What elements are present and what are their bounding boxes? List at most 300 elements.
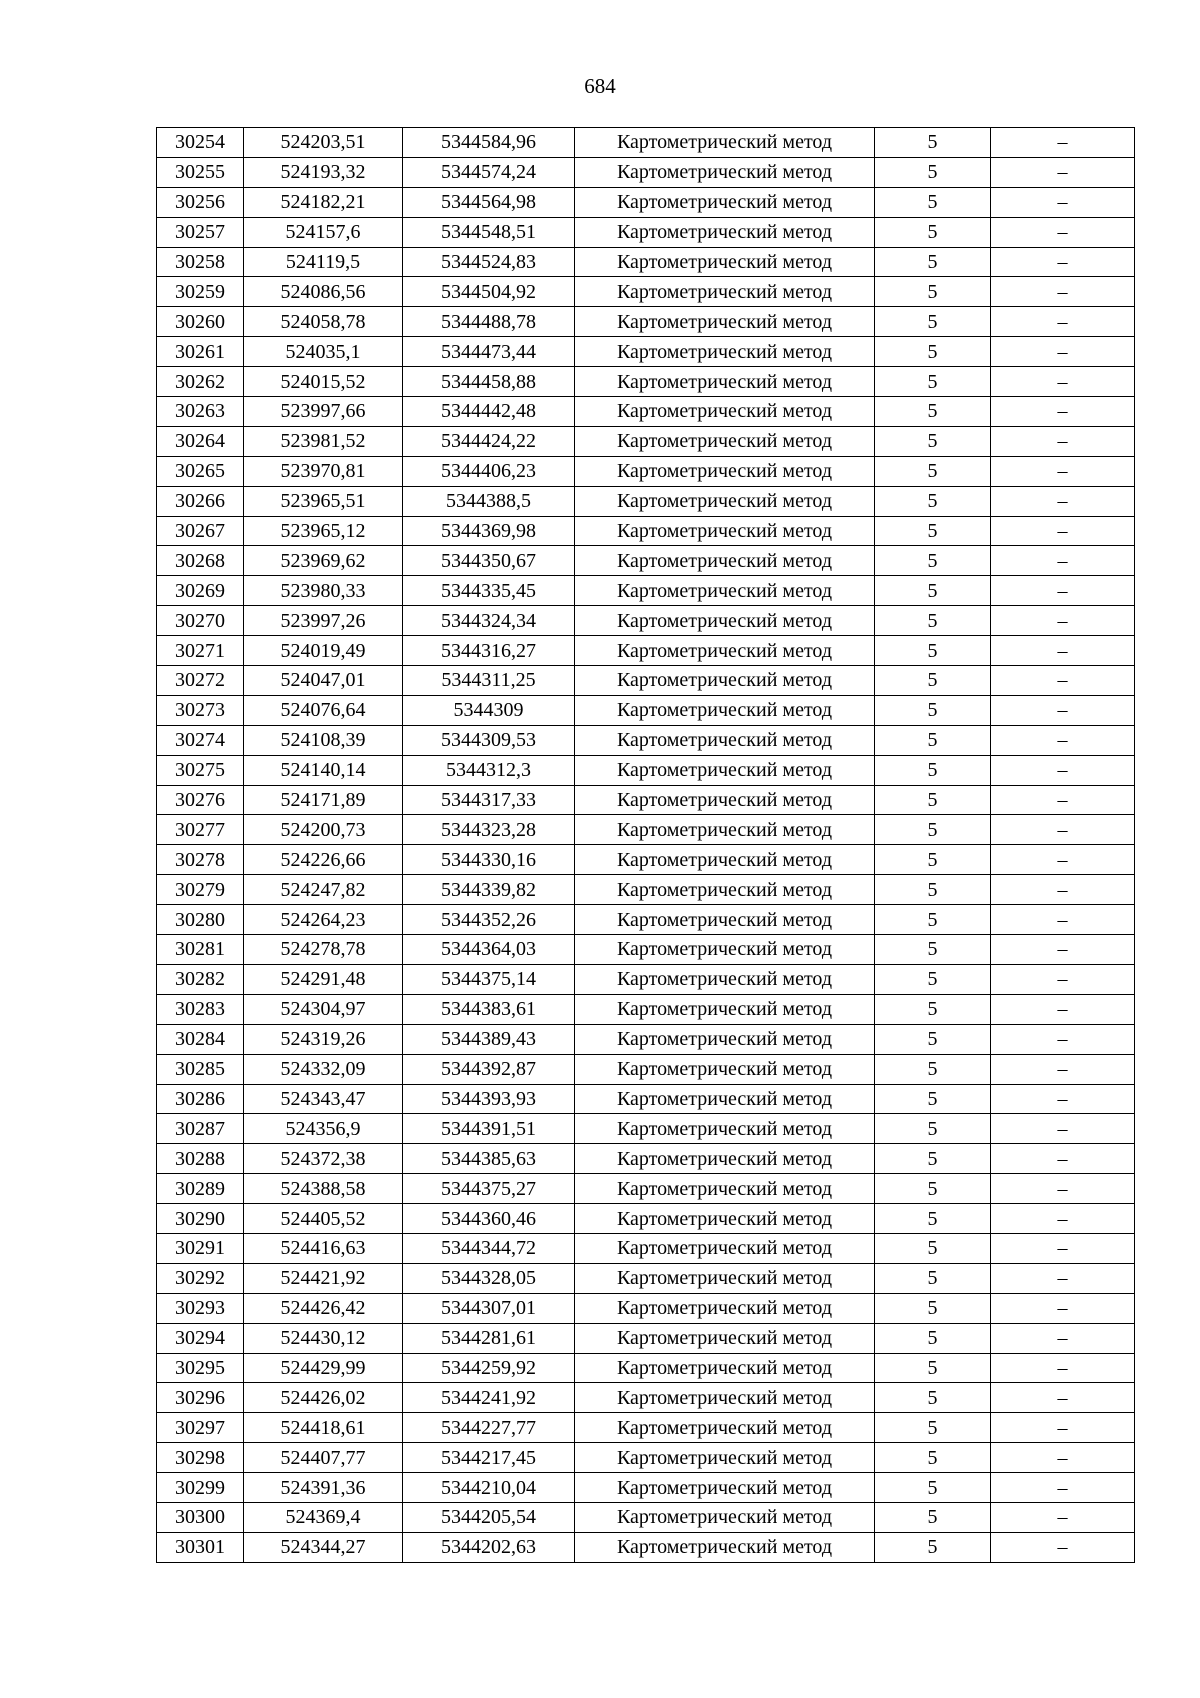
note-cell: –: [991, 755, 1135, 785]
point-number-cell: 30293: [157, 1293, 244, 1323]
accuracy-cell: 5: [875, 486, 991, 516]
note-cell: –: [991, 486, 1135, 516]
point-number-cell: 30295: [157, 1353, 244, 1383]
y-coordinate-cell: 5344309,53: [403, 725, 575, 755]
accuracy-cell: 5: [875, 1024, 991, 1054]
point-number-cell: 30291: [157, 1233, 244, 1263]
accuracy-cell: 5: [875, 247, 991, 277]
note-cell: –: [991, 1204, 1135, 1234]
x-coordinate-cell: 524058,78: [244, 307, 403, 337]
y-coordinate-cell: 5344309: [403, 695, 575, 725]
x-coordinate-cell: 524418,61: [244, 1413, 403, 1443]
point-number-cell: 30275: [157, 755, 244, 785]
table-row: [157, 1502, 1135, 1532]
accuracy-cell: 5: [875, 1144, 991, 1174]
note-cell: –: [991, 337, 1135, 367]
x-coordinate-cell: 524264,23: [244, 905, 403, 935]
accuracy-cell: 5: [875, 606, 991, 636]
accuracy-cell: 5: [875, 426, 991, 456]
y-coordinate-cell: 5344350,67: [403, 546, 575, 576]
y-coordinate-cell: 5344488,78: [403, 307, 575, 337]
point-number-cell: 30257: [157, 217, 244, 247]
table-row: [157, 845, 1135, 875]
method-cell: Картометрический метод: [575, 1323, 875, 1353]
note-cell: –: [991, 277, 1135, 307]
point-number-cell: 30289: [157, 1174, 244, 1204]
point-number-cell: 30282: [157, 964, 244, 994]
y-coordinate-cell: 5344393,93: [403, 1084, 575, 1114]
method-cell: Картометрический метод: [575, 935, 875, 965]
note-cell: –: [991, 875, 1135, 905]
point-number-cell: 30269: [157, 576, 244, 606]
accuracy-cell: 5: [875, 1323, 991, 1353]
note-cell: –: [991, 1024, 1135, 1054]
y-coordinate-cell: 5344375,14: [403, 964, 575, 994]
method-cell: Картометрический метод: [575, 1233, 875, 1263]
y-coordinate-cell: 5344339,82: [403, 875, 575, 905]
x-coordinate-cell: 524304,97: [244, 994, 403, 1024]
x-coordinate-cell: 524426,02: [244, 1383, 403, 1413]
accuracy-cell: 5: [875, 1204, 991, 1234]
point-number-cell: 30272: [157, 666, 244, 696]
point-number-cell: 30256: [157, 187, 244, 217]
y-coordinate-cell: 5344458,88: [403, 367, 575, 397]
x-coordinate-cell: 524356,9: [244, 1114, 403, 1144]
table-row: [157, 217, 1135, 247]
table-row: [157, 576, 1135, 606]
x-coordinate-cell: 524182,21: [244, 187, 403, 217]
table-row: [157, 1114, 1135, 1144]
y-coordinate-cell: 5344389,43: [403, 1024, 575, 1054]
note-cell: –: [991, 1323, 1135, 1353]
x-coordinate-cell: 524388,58: [244, 1174, 403, 1204]
table-row: [157, 397, 1135, 427]
method-cell: Картометрический метод: [575, 1502, 875, 1532]
note-cell: –: [991, 994, 1135, 1024]
table-row: [157, 337, 1135, 367]
y-coordinate-cell: 5344259,92: [403, 1353, 575, 1383]
x-coordinate-cell: 524319,26: [244, 1024, 403, 1054]
note-cell: –: [991, 516, 1135, 546]
y-coordinate-cell: 5344504,92: [403, 277, 575, 307]
point-number-cell: 30268: [157, 546, 244, 576]
x-coordinate-cell: 524193,32: [244, 157, 403, 187]
table-row: [157, 1473, 1135, 1503]
point-number-cell: 30266: [157, 486, 244, 516]
y-coordinate-cell: 5344584,96: [403, 128, 575, 158]
table-row: [157, 516, 1135, 546]
method-cell: Картометрический метод: [575, 1174, 875, 1204]
x-coordinate-cell: 523997,26: [244, 606, 403, 636]
note-cell: –: [991, 1084, 1135, 1114]
method-cell: Картометрический метод: [575, 516, 875, 546]
method-cell: Картометрический метод: [575, 1532, 875, 1562]
x-coordinate-cell: 524157,6: [244, 217, 403, 247]
y-coordinate-cell: 5344524,83: [403, 247, 575, 277]
accuracy-cell: 5: [875, 1502, 991, 1532]
accuracy-cell: 5: [875, 815, 991, 845]
y-coordinate-cell: 5344360,46: [403, 1204, 575, 1234]
x-coordinate-cell: 524291,48: [244, 964, 403, 994]
x-coordinate-cell: 524407,77: [244, 1443, 403, 1473]
table-row: [157, 785, 1135, 815]
point-number-cell: 30294: [157, 1323, 244, 1353]
method-cell: Картометрический метод: [575, 128, 875, 158]
note-cell: –: [991, 367, 1135, 397]
point-number-cell: 30292: [157, 1263, 244, 1293]
y-coordinate-cell: 5344202,63: [403, 1532, 575, 1562]
point-number-cell: 30279: [157, 875, 244, 905]
accuracy-cell: 5: [875, 964, 991, 994]
page-number: 684: [584, 74, 616, 98]
method-cell: Картометрический метод: [575, 217, 875, 247]
x-coordinate-cell: 524332,09: [244, 1054, 403, 1084]
note-cell: –: [991, 606, 1135, 636]
table-row: [157, 935, 1135, 965]
x-coordinate-cell: 524343,47: [244, 1084, 403, 1114]
point-number-cell: 30283: [157, 994, 244, 1024]
table-row: [157, 1144, 1135, 1174]
accuracy-cell: 5: [875, 187, 991, 217]
method-cell: Картометрический метод: [575, 785, 875, 815]
table-row: [157, 636, 1135, 666]
table-row: [157, 1263, 1135, 1293]
x-coordinate-cell: 524430,12: [244, 1323, 403, 1353]
note-cell: –: [991, 157, 1135, 187]
y-coordinate-cell: 5344227,77: [403, 1413, 575, 1443]
point-number-cell: 30255: [157, 157, 244, 187]
method-cell: Картометрический метод: [575, 426, 875, 456]
note-cell: –: [991, 1532, 1135, 1562]
accuracy-cell: 5: [875, 725, 991, 755]
y-coordinate-cell: 5344442,48: [403, 397, 575, 427]
accuracy-cell: 5: [875, 516, 991, 546]
point-number-cell: 30267: [157, 516, 244, 546]
accuracy-cell: 5: [875, 367, 991, 397]
method-cell: Картометрический метод: [575, 606, 875, 636]
x-coordinate-cell: 524203,51: [244, 128, 403, 158]
accuracy-cell: 5: [875, 1532, 991, 1562]
x-coordinate-cell: 524015,52: [244, 367, 403, 397]
y-coordinate-cell: 5344473,44: [403, 337, 575, 367]
x-coordinate-cell: 524200,73: [244, 815, 403, 845]
point-number-cell: 30264: [157, 426, 244, 456]
accuracy-cell: 5: [875, 1413, 991, 1443]
point-number-cell: 30299: [157, 1473, 244, 1503]
accuracy-cell: 5: [875, 1174, 991, 1204]
method-cell: Картометрический метод: [575, 576, 875, 606]
method-cell: Картометрический метод: [575, 1353, 875, 1383]
accuracy-cell: 5: [875, 1084, 991, 1114]
table-row: [157, 307, 1135, 337]
table-row: [157, 1054, 1135, 1084]
table-row: [157, 875, 1135, 905]
y-coordinate-cell: 5344217,45: [403, 1443, 575, 1473]
note-cell: –: [991, 845, 1135, 875]
point-number-cell: 30297: [157, 1413, 244, 1443]
y-coordinate-cell: 5344548,51: [403, 217, 575, 247]
x-coordinate-cell: 524426,42: [244, 1293, 403, 1323]
x-coordinate-cell: 523981,52: [244, 426, 403, 456]
accuracy-cell: 5: [875, 845, 991, 875]
point-number-cell: 30259: [157, 277, 244, 307]
point-number-cell: 30274: [157, 725, 244, 755]
y-coordinate-cell: 5344323,28: [403, 815, 575, 845]
table-row: [157, 247, 1135, 277]
accuracy-cell: 5: [875, 905, 991, 935]
accuracy-cell: 5: [875, 397, 991, 427]
note-cell: –: [991, 1353, 1135, 1383]
point-number-cell: 30273: [157, 695, 244, 725]
point-number-cell: 30271: [157, 636, 244, 666]
y-coordinate-cell: 5344375,27: [403, 1174, 575, 1204]
note-cell: –: [991, 128, 1135, 158]
y-coordinate-cell: 5344316,27: [403, 636, 575, 666]
accuracy-cell: 5: [875, 277, 991, 307]
y-coordinate-cell: 5344307,01: [403, 1293, 575, 1323]
accuracy-cell: 5: [875, 755, 991, 785]
table-row: [157, 1204, 1135, 1234]
method-cell: Картометрический метод: [575, 1413, 875, 1443]
method-cell: Картометрический метод: [575, 815, 875, 845]
table-row: [157, 367, 1135, 397]
note-cell: –: [991, 1174, 1135, 1204]
note-cell: –: [991, 1443, 1135, 1473]
point-number-cell: 30260: [157, 307, 244, 337]
point-number-cell: 30301: [157, 1532, 244, 1562]
method-cell: Картометрический метод: [575, 307, 875, 337]
y-coordinate-cell: 5344241,92: [403, 1383, 575, 1413]
note-cell: –: [991, 546, 1135, 576]
y-coordinate-cell: 5344324,34: [403, 606, 575, 636]
accuracy-cell: 5: [875, 1443, 991, 1473]
method-cell: Картометрический метод: [575, 1084, 875, 1114]
x-coordinate-cell: 523980,33: [244, 576, 403, 606]
table-row: [157, 964, 1135, 994]
table-row: [157, 1443, 1135, 1473]
accuracy-cell: 5: [875, 935, 991, 965]
x-coordinate-cell: 524035,1: [244, 337, 403, 367]
accuracy-cell: 5: [875, 785, 991, 815]
y-coordinate-cell: 5344205,54: [403, 1502, 575, 1532]
point-number-cell: 30286: [157, 1084, 244, 1114]
x-coordinate-cell: 524047,01: [244, 666, 403, 696]
note-cell: –: [991, 456, 1135, 486]
point-number-cell: 30290: [157, 1204, 244, 1234]
x-coordinate-cell: 524119,5: [244, 247, 403, 277]
accuracy-cell: 5: [875, 576, 991, 606]
method-cell: Картометрический метод: [575, 1054, 875, 1084]
y-coordinate-cell: 5344385,63: [403, 1144, 575, 1174]
y-coordinate-cell: 5344328,05: [403, 1263, 575, 1293]
x-coordinate-cell: 523970,81: [244, 456, 403, 486]
point-number-cell: 30262: [157, 367, 244, 397]
x-coordinate-cell: 524278,78: [244, 935, 403, 965]
accuracy-cell: 5: [875, 1054, 991, 1084]
point-number-cell: 30296: [157, 1383, 244, 1413]
table-row: [157, 1233, 1135, 1263]
table-row: [157, 277, 1135, 307]
method-cell: Картометрический метод: [575, 1293, 875, 1323]
accuracy-cell: 5: [875, 1293, 991, 1323]
accuracy-cell: 5: [875, 1473, 991, 1503]
table-row: [157, 157, 1135, 187]
y-coordinate-cell: 5344210,04: [403, 1473, 575, 1503]
note-cell: –: [991, 217, 1135, 247]
x-coordinate-cell: 524247,82: [244, 875, 403, 905]
table-row: [157, 1413, 1135, 1443]
table-row: [157, 187, 1135, 217]
method-cell: Картометрический метод: [575, 277, 875, 307]
note-cell: –: [991, 785, 1135, 815]
x-coordinate-cell: 524429,99: [244, 1353, 403, 1383]
method-cell: Картометрический метод: [575, 1114, 875, 1144]
x-coordinate-cell: 524405,52: [244, 1204, 403, 1234]
x-coordinate-cell: 523969,62: [244, 546, 403, 576]
table-row: [157, 1353, 1135, 1383]
point-number-cell: 30277: [157, 815, 244, 845]
table-row: [157, 128, 1135, 158]
method-cell: Картометрический метод: [575, 1024, 875, 1054]
note-cell: –: [991, 905, 1135, 935]
table-row: [157, 1532, 1135, 1562]
accuracy-cell: 5: [875, 307, 991, 337]
point-number-cell: 30300: [157, 1502, 244, 1532]
y-coordinate-cell: 5344352,26: [403, 905, 575, 935]
x-coordinate-cell: 524369,4: [244, 1502, 403, 1532]
method-cell: Картометрический метод: [575, 1263, 875, 1293]
note-cell: –: [991, 666, 1135, 696]
note-cell: –: [991, 815, 1135, 845]
x-coordinate-cell: 524416,63: [244, 1233, 403, 1263]
accuracy-cell: 5: [875, 666, 991, 696]
method-cell: Картометрический метод: [575, 666, 875, 696]
y-coordinate-cell: 5344388,5: [403, 486, 575, 516]
method-cell: Картометрический метод: [575, 157, 875, 187]
method-cell: Картометрический метод: [575, 1473, 875, 1503]
x-coordinate-cell: 524140,14: [244, 755, 403, 785]
point-number-cell: 30287: [157, 1114, 244, 1144]
x-coordinate-cell: 524086,56: [244, 277, 403, 307]
method-cell: Картометрический метод: [575, 456, 875, 486]
y-coordinate-cell: 5344383,61: [403, 994, 575, 1024]
y-coordinate-cell: 5344335,45: [403, 576, 575, 606]
method-cell: Картометрический метод: [575, 994, 875, 1024]
table-row: [157, 725, 1135, 755]
x-coordinate-cell: 524421,92: [244, 1263, 403, 1293]
table-row: [157, 486, 1135, 516]
y-coordinate-cell: 5344391,51: [403, 1114, 575, 1144]
x-coordinate-cell: 524391,36: [244, 1473, 403, 1503]
x-coordinate-cell: 524108,39: [244, 725, 403, 755]
y-coordinate-cell: 5344574,24: [403, 157, 575, 187]
point-number-cell: 30278: [157, 845, 244, 875]
y-coordinate-cell: 5344369,98: [403, 516, 575, 546]
y-coordinate-cell: 5344424,22: [403, 426, 575, 456]
accuracy-cell: 5: [875, 1114, 991, 1144]
method-cell: Картометрический метод: [575, 636, 875, 666]
method-cell: Картометрический метод: [575, 725, 875, 755]
y-coordinate-cell: 5344281,61: [403, 1323, 575, 1353]
point-number-cell: 30285: [157, 1054, 244, 1084]
note-cell: –: [991, 1413, 1135, 1443]
point-number-cell: 30298: [157, 1443, 244, 1473]
note-cell: –: [991, 576, 1135, 606]
y-coordinate-cell: 5344317,33: [403, 785, 575, 815]
y-coordinate-cell: 5344344,72: [403, 1233, 575, 1263]
method-cell: Картометрический метод: [575, 546, 875, 576]
table-row: [157, 1084, 1135, 1114]
note-cell: –: [991, 397, 1135, 427]
point-number-cell: 30270: [157, 606, 244, 636]
note-cell: –: [991, 1114, 1135, 1144]
point-number-cell: 30280: [157, 905, 244, 935]
table-row: [157, 426, 1135, 456]
point-number-cell: 30263: [157, 397, 244, 427]
x-coordinate-cell: 524344,27: [244, 1532, 403, 1562]
accuracy-cell: 5: [875, 636, 991, 666]
x-coordinate-cell: 523965,51: [244, 486, 403, 516]
accuracy-cell: 5: [875, 217, 991, 247]
method-cell: Картометрический метод: [575, 695, 875, 725]
y-coordinate-cell: 5344311,25: [403, 666, 575, 696]
table-row: [157, 905, 1135, 935]
table-row: [157, 1383, 1135, 1413]
method-cell: Картометрический метод: [575, 905, 875, 935]
table-row: [157, 695, 1135, 725]
note-cell: –: [991, 1383, 1135, 1413]
table-row: [157, 546, 1135, 576]
x-coordinate-cell: 524076,64: [244, 695, 403, 725]
point-number-cell: 30254: [157, 128, 244, 158]
note-cell: –: [991, 964, 1135, 994]
accuracy-cell: 5: [875, 994, 991, 1024]
y-coordinate-cell: 5344406,23: [403, 456, 575, 486]
table-row: [157, 755, 1135, 785]
y-coordinate-cell: 5344312,3: [403, 755, 575, 785]
method-cell: Картометрический метод: [575, 247, 875, 277]
coordinates-table: [156, 127, 1135, 1563]
method-cell: Картометрический метод: [575, 337, 875, 367]
note-cell: –: [991, 247, 1135, 277]
point-number-cell: 30284: [157, 1024, 244, 1054]
accuracy-cell: 5: [875, 695, 991, 725]
table-row: [157, 1293, 1135, 1323]
method-cell: Картометрический метод: [575, 1383, 875, 1413]
method-cell: Картометрический метод: [575, 845, 875, 875]
table-row: [157, 1024, 1135, 1054]
method-cell: Картометрический метод: [575, 755, 875, 785]
method-cell: Картометрический метод: [575, 367, 875, 397]
table-row: [157, 994, 1135, 1024]
table-row: [157, 1323, 1135, 1353]
accuracy-cell: 5: [875, 157, 991, 187]
x-coordinate-cell: 524171,89: [244, 785, 403, 815]
note-cell: –: [991, 1263, 1135, 1293]
note-cell: –: [991, 1233, 1135, 1263]
point-number-cell: 30265: [157, 456, 244, 486]
y-coordinate-cell: 5344392,87: [403, 1054, 575, 1084]
x-coordinate-cell: 524226,66: [244, 845, 403, 875]
x-coordinate-cell: 523965,12: [244, 516, 403, 546]
y-coordinate-cell: 5344564,98: [403, 187, 575, 217]
table-row: [157, 815, 1135, 845]
method-cell: Картометрический метод: [575, 1204, 875, 1234]
method-cell: Картометрический метод: [575, 1443, 875, 1473]
method-cell: Картометрический метод: [575, 1144, 875, 1174]
note-cell: –: [991, 725, 1135, 755]
note-cell: –: [991, 1144, 1135, 1174]
